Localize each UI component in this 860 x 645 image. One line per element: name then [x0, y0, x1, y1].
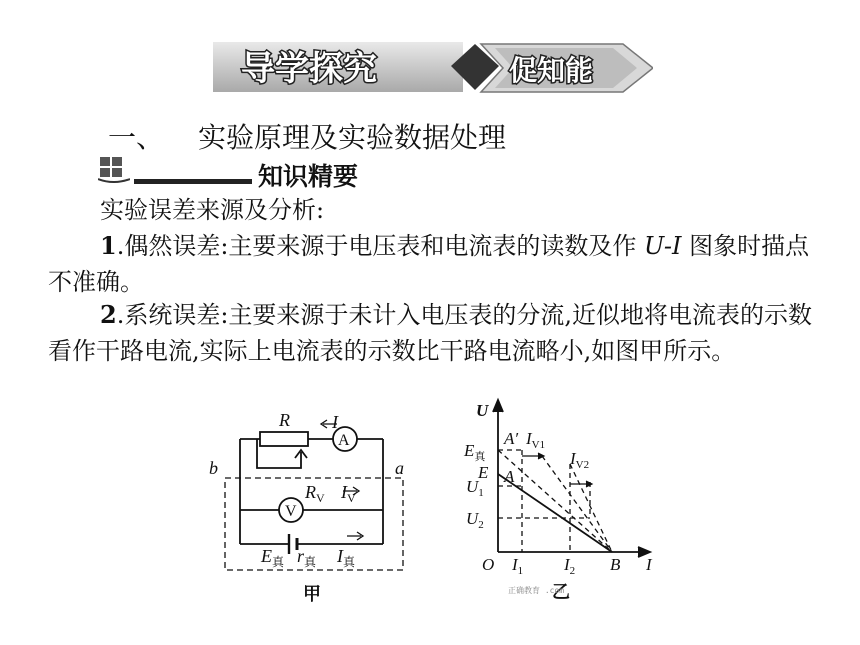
label-R: R: [279, 410, 290, 430]
label-Iv1: $I_{V1}$: [526, 429, 546, 451]
item-2-number: 2: [100, 300, 117, 329]
point-B: B: [610, 555, 621, 574]
true-line: [498, 450, 612, 552]
divider: [134, 179, 252, 184]
label-a: a: [395, 458, 404, 478]
label-I2: $I_2$: [564, 555, 576, 577]
voltmeter-letter: V: [285, 503, 297, 520]
origin-label: O: [482, 555, 495, 574]
banner-left-text: 导学探究: [241, 49, 377, 89]
axis-label-U: U: [476, 401, 489, 420]
item-2-text: .系统误差:主要来源于未计入电压表的分流,近似地将电流表的示数看作干路电流,实际上电流表的示数比干路电流略小,如图甲所示。: [48, 301, 813, 365]
label-I1: $I_1$: [512, 555, 524, 577]
section-heading: [108, 116, 506, 156]
grid-icon: [98, 157, 130, 183]
resistor-R: [260, 432, 308, 446]
ui-graph: [460, 392, 660, 602]
item-1-variable: U-I: [644, 232, 682, 260]
watermark: 正确教育 .com: [508, 586, 565, 595]
ammeter-letter: A: [338, 432, 350, 449]
item-1-number: 1: [100, 231, 117, 260]
label-RV: $R_V$: [305, 482, 325, 505]
circuit-diagram: [205, 402, 420, 607]
banner-right-text: 促知能: [509, 54, 594, 87]
item-1-text-a: .偶然误差:主要来源于电压表和电流表的读数及作: [116, 232, 645, 260]
intro-text: 实验误差来源及分析:: [100, 196, 325, 224]
point-A: A: [504, 467, 515, 486]
label-r-true: $r_真$: [297, 546, 317, 569]
measured-line: [498, 474, 612, 552]
label-E: E: [478, 463, 489, 482]
point-A-prime: A′: [504, 429, 519, 448]
label-Iv2: $I_{V2}$: [570, 449, 590, 471]
item-1-text-b: 图象时描点不准确。: [48, 232, 810, 296]
knowledge-title: 知识精要: [258, 162, 359, 191]
label-E-true: $E_真$: [464, 441, 486, 463]
label-I-top: I: [332, 412, 338, 432]
axis-label-I: I: [646, 555, 652, 574]
label-U1: $U_1$: [466, 477, 484, 499]
label-IV: $I_V$: [341, 482, 356, 505]
label-E-true: $E_真$: [261, 546, 285, 569]
caption-yi: 乙: [552, 582, 570, 602]
section-title: 实验原理及实验数据处理: [198, 121, 507, 154]
caption-jia: 甲: [303, 584, 321, 605]
item-1: [48, 228, 818, 300]
label-U2: $U_2$: [466, 509, 484, 531]
header-banner: [213, 38, 653, 98]
item-2: [48, 297, 818, 369]
section-number: 一、: [108, 121, 165, 154]
label-b: b: [209, 458, 218, 478]
label-I-true: $I_真$: [337, 546, 356, 569]
